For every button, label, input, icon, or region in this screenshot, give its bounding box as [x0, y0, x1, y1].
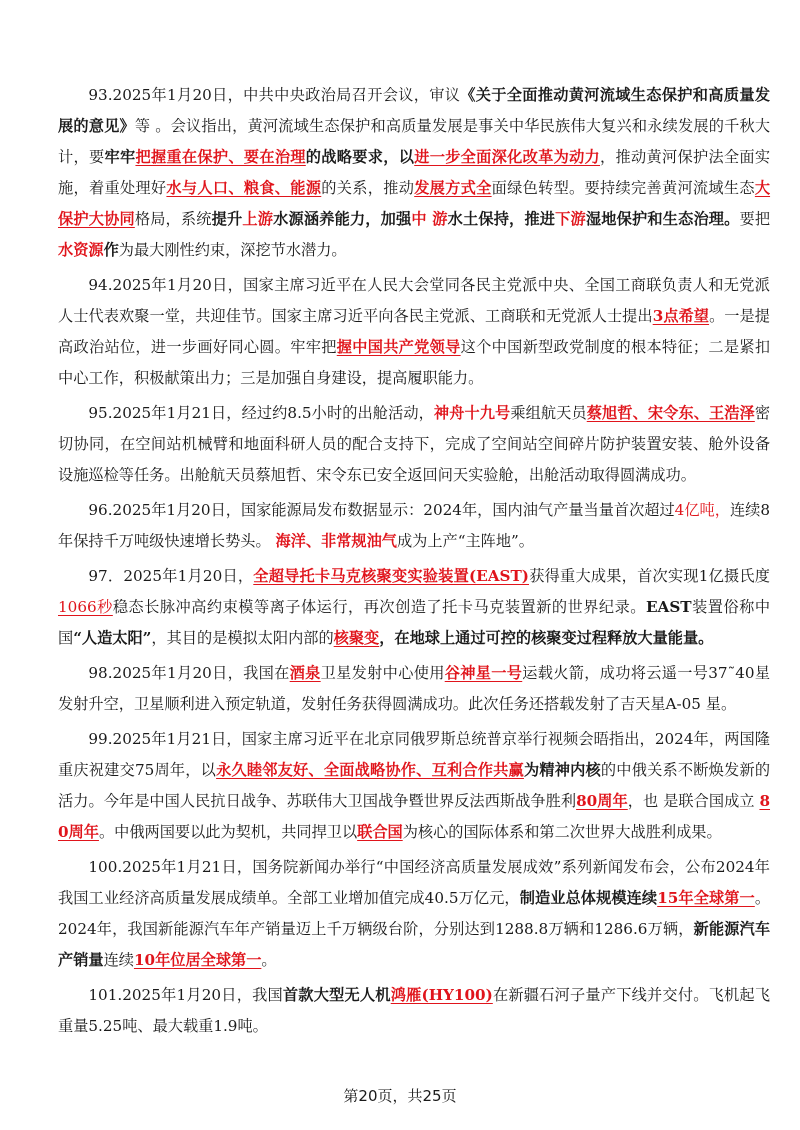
body-text: 装置俗称中国: [58, 598, 771, 647]
news-item-97: [58, 561, 770, 654]
body-text: 牢牢: [104, 148, 136, 166]
highlight-text: 3点希望: [652, 307, 710, 325]
highlight-text: 上游: [242, 210, 274, 228]
highlight-text: 核聚变: [333, 629, 380, 647]
body-text: 水土保持，: [447, 210, 525, 228]
highlight-text: 水资源: [58, 241, 104, 259]
body-text: 。: [261, 951, 277, 969]
highlight-text: 水与人口、粮食、能源: [166, 179, 322, 197]
body-text: 新能源汽车产销量: [58, 920, 771, 969]
highlight-text: 海洋、非常规油气: [275, 532, 397, 550]
body-text: 《关于全面推动黄河流域生态保护和高质量发展的意见》: [58, 86, 771, 135]
body-text: 连续8年保持千万吨级快速增长势头。: [58, 501, 770, 550]
body-text: 制造业总体规模连续: [519, 889, 658, 907]
news-item-100: [58, 852, 770, 976]
highlight-text: 蔡旭哲、宋令东、王浩泽: [586, 404, 755, 422]
body-text: 密切协同，在空间站机械臂和地面科研人员的配合支持下，完成了空间站空间碎片防护装置安装、舱外设备设施巡检等任务。出舱航天员蔡旭哲、宋令东已安全返回问天实验舱，出舱活动取得圆满成功。: [58, 404, 771, 484]
body-text: 93.2025年1月20日，中共中央政治局召开会议，审议: [88, 86, 461, 104]
body-text: 推进: [524, 210, 556, 228]
body-text: ，在地球上通过可控的核聚变过程释放大量能量。: [379, 629, 714, 647]
body-text: 湿地保护和生态治理。: [585, 210, 740, 228]
highlight-text: 酒泉: [289, 664, 321, 682]
highlight-text: 全超导托卡马克核聚变实验装置(EAST): [253, 567, 529, 585]
body-text: 。一是提高政治站位，进一步画好同心圆。牢牢把: [58, 307, 770, 356]
highlight-text: 下游: [555, 210, 586, 228]
body-text: 首款大型无人机: [282, 986, 391, 1004]
highlight-text: 握中国共产党领导: [336, 338, 461, 356]
body-text: 97．2025年1月20日，: [88, 567, 254, 585]
news-item-98: [58, 658, 770, 720]
news-item-94: [58, 270, 770, 394]
body-text: 这个中国新型政党制度的根本特征；二是紧扣中心工作，积极献策出力；三是加强自身建设，提高履职能力。: [58, 338, 771, 387]
body-text: 为精神内核: [523, 761, 601, 779]
body-text: 以: [398, 148, 415, 166]
body-text: 95.2025年1月21日，经过约8.5小时的出舱活动，: [88, 404, 434, 422]
highlight-text: 谷神星一号: [444, 664, 523, 682]
body-text: 94.2025年1月20日，国家主席习近平在人民大会堂同各民主党派中央、全国工商联负责人和无党派人士代表欢聚一堂，共迎佳节。国家主席习近平向各民主党派、工商联和无党派人士提出: [58, 276, 770, 325]
body-text: 水源涵养能力，: [273, 210, 381, 228]
highlight-text: 大保护大协同: [58, 179, 771, 228]
highlight-text: 永久睦邻友好、全面战略协作、互利合作共赢: [216, 761, 524, 779]
body-text: 稳态长脉冲高约束模等离子体运行，再次创造了托卡马克装置新的世界纪录。: [112, 598, 646, 616]
page-footer: [0, 1085, 800, 1106]
highlight-text: 进一步全面深化改革为动力: [414, 148, 601, 166]
highlight-text: 神舟十九号: [433, 404, 511, 422]
highlight-text: 80周年: [58, 792, 771, 841]
body-text: 面绿色转型。要持续完善黄河流域生态: [491, 179, 755, 197]
highlight-text: 中 游: [411, 210, 448, 228]
body-text: 。2024年，我国新能源汽车年产销量迈上千万辆级台阶，分别达到1288.8万辆和1286.6万辆，: [58, 889, 770, 938]
body-text: 为最大刚性约束，深挖节水潜力。: [118, 241, 347, 259]
body-text: 。中俄两国要以此为契机，共同捍卫以: [98, 823, 358, 841]
body-text: EAST: [645, 598, 692, 616]
body-text: ，其目的是模拟太阳内部的: [151, 629, 334, 647]
body-text: 101.2025年1月20日，我国: [88, 986, 283, 1004]
body-text: 运载火箭，成功将云遥一号37˜40星发射升空，卫星顺利进入预定轨道，发射任务获得圆满成功。此次任务还搭载发射了吉天星A-05 星。: [58, 664, 771, 713]
highlight-text: 15年全球第一: [657, 889, 755, 907]
news-item-95: [58, 398, 770, 491]
body-text: 为核心的国际体系和第二次世界大战胜利成果。: [402, 823, 722, 841]
body-text: ，推动黄河保护法全面实施，着重处理好: [58, 148, 771, 197]
highlight-text: 10年位居全球第一: [133, 951, 262, 969]
news-item-93: [58, 80, 770, 266]
body-text: 的关系，推动: [321, 179, 415, 197]
highlight-text: 1066秒: [58, 598, 113, 616]
news-item-99: [58, 724, 770, 848]
body-text: 的中俄关系不断焕发新的活力。今年是中国人民抗日战争、苏联伟大卫国战争暨世界反法西斯战争胜利: [58, 761, 771, 810]
highlight-text: 80周年: [576, 792, 628, 810]
body-text: 96.2025年1月20日，国家能源局发布数据显示：2024年，国内油气产量当量首次超过: [88, 501, 675, 519]
highlight-text: 发展方式全: [414, 179, 492, 197]
body-text: 98.2025年1月20日，我国在: [88, 664, 290, 682]
body-text: 成为上产“主阵地”。: [396, 532, 534, 550]
highlight-text: 联合国: [357, 823, 403, 841]
news-item-101: [58, 980, 770, 1042]
highlight-text: 4亿吨，: [674, 501, 730, 519]
body-text: 要把: [739, 210, 771, 228]
highlight-text: 鸿雁(HY100): [390, 986, 493, 1004]
body-text: 100.2025年1月21日，国务院新闻办举行“中国经济高质量发展成效”系列新闻发布会，公布2024年我国工业经济高质量发展成绩单。全部工业增加值完成40.5万亿元，: [58, 858, 770, 907]
body-text: ，也 是联合国成立: [627, 792, 760, 810]
body-text: 提升: [211, 210, 243, 228]
body-text: 99.2025年1月21日，国家主席习近平在北京同俄罗斯总统普京举行视频会晤指出，2024年，两国隆重庆祝建交75周年，以: [58, 730, 770, 779]
body-text: 卫星发射中心使用: [320, 664, 445, 682]
body-text: 的战略要求，: [305, 148, 399, 166]
page-number-label: 第20页，共25页: [343, 1087, 457, 1105]
body-text: 连续: [103, 951, 134, 969]
body-text: 获得重大成果，首次实现1亿摄氏度: [529, 567, 770, 585]
body-text: 作: [103, 241, 119, 259]
body-text: 格局，系统: [134, 210, 212, 228]
body-text: 加强: [380, 210, 412, 228]
highlight-text: 把握重在保护、要在治理: [135, 148, 306, 166]
news-item-96: [58, 495, 770, 557]
body-text: 在新疆石河子量产下线并交付。飞机起飞重量5.25吨、最大载重1.9吨。: [58, 986, 771, 1035]
body-text: 乘组航天员: [510, 404, 587, 422]
body-text: “人造太阳”: [73, 629, 152, 647]
document-body: [58, 80, 770, 1046]
body-text: 等 。会议指出，黄河流域生态保护和高质量发展是事关中华民族伟大复兴和永续发展的千秋大计，要: [58, 117, 771, 166]
